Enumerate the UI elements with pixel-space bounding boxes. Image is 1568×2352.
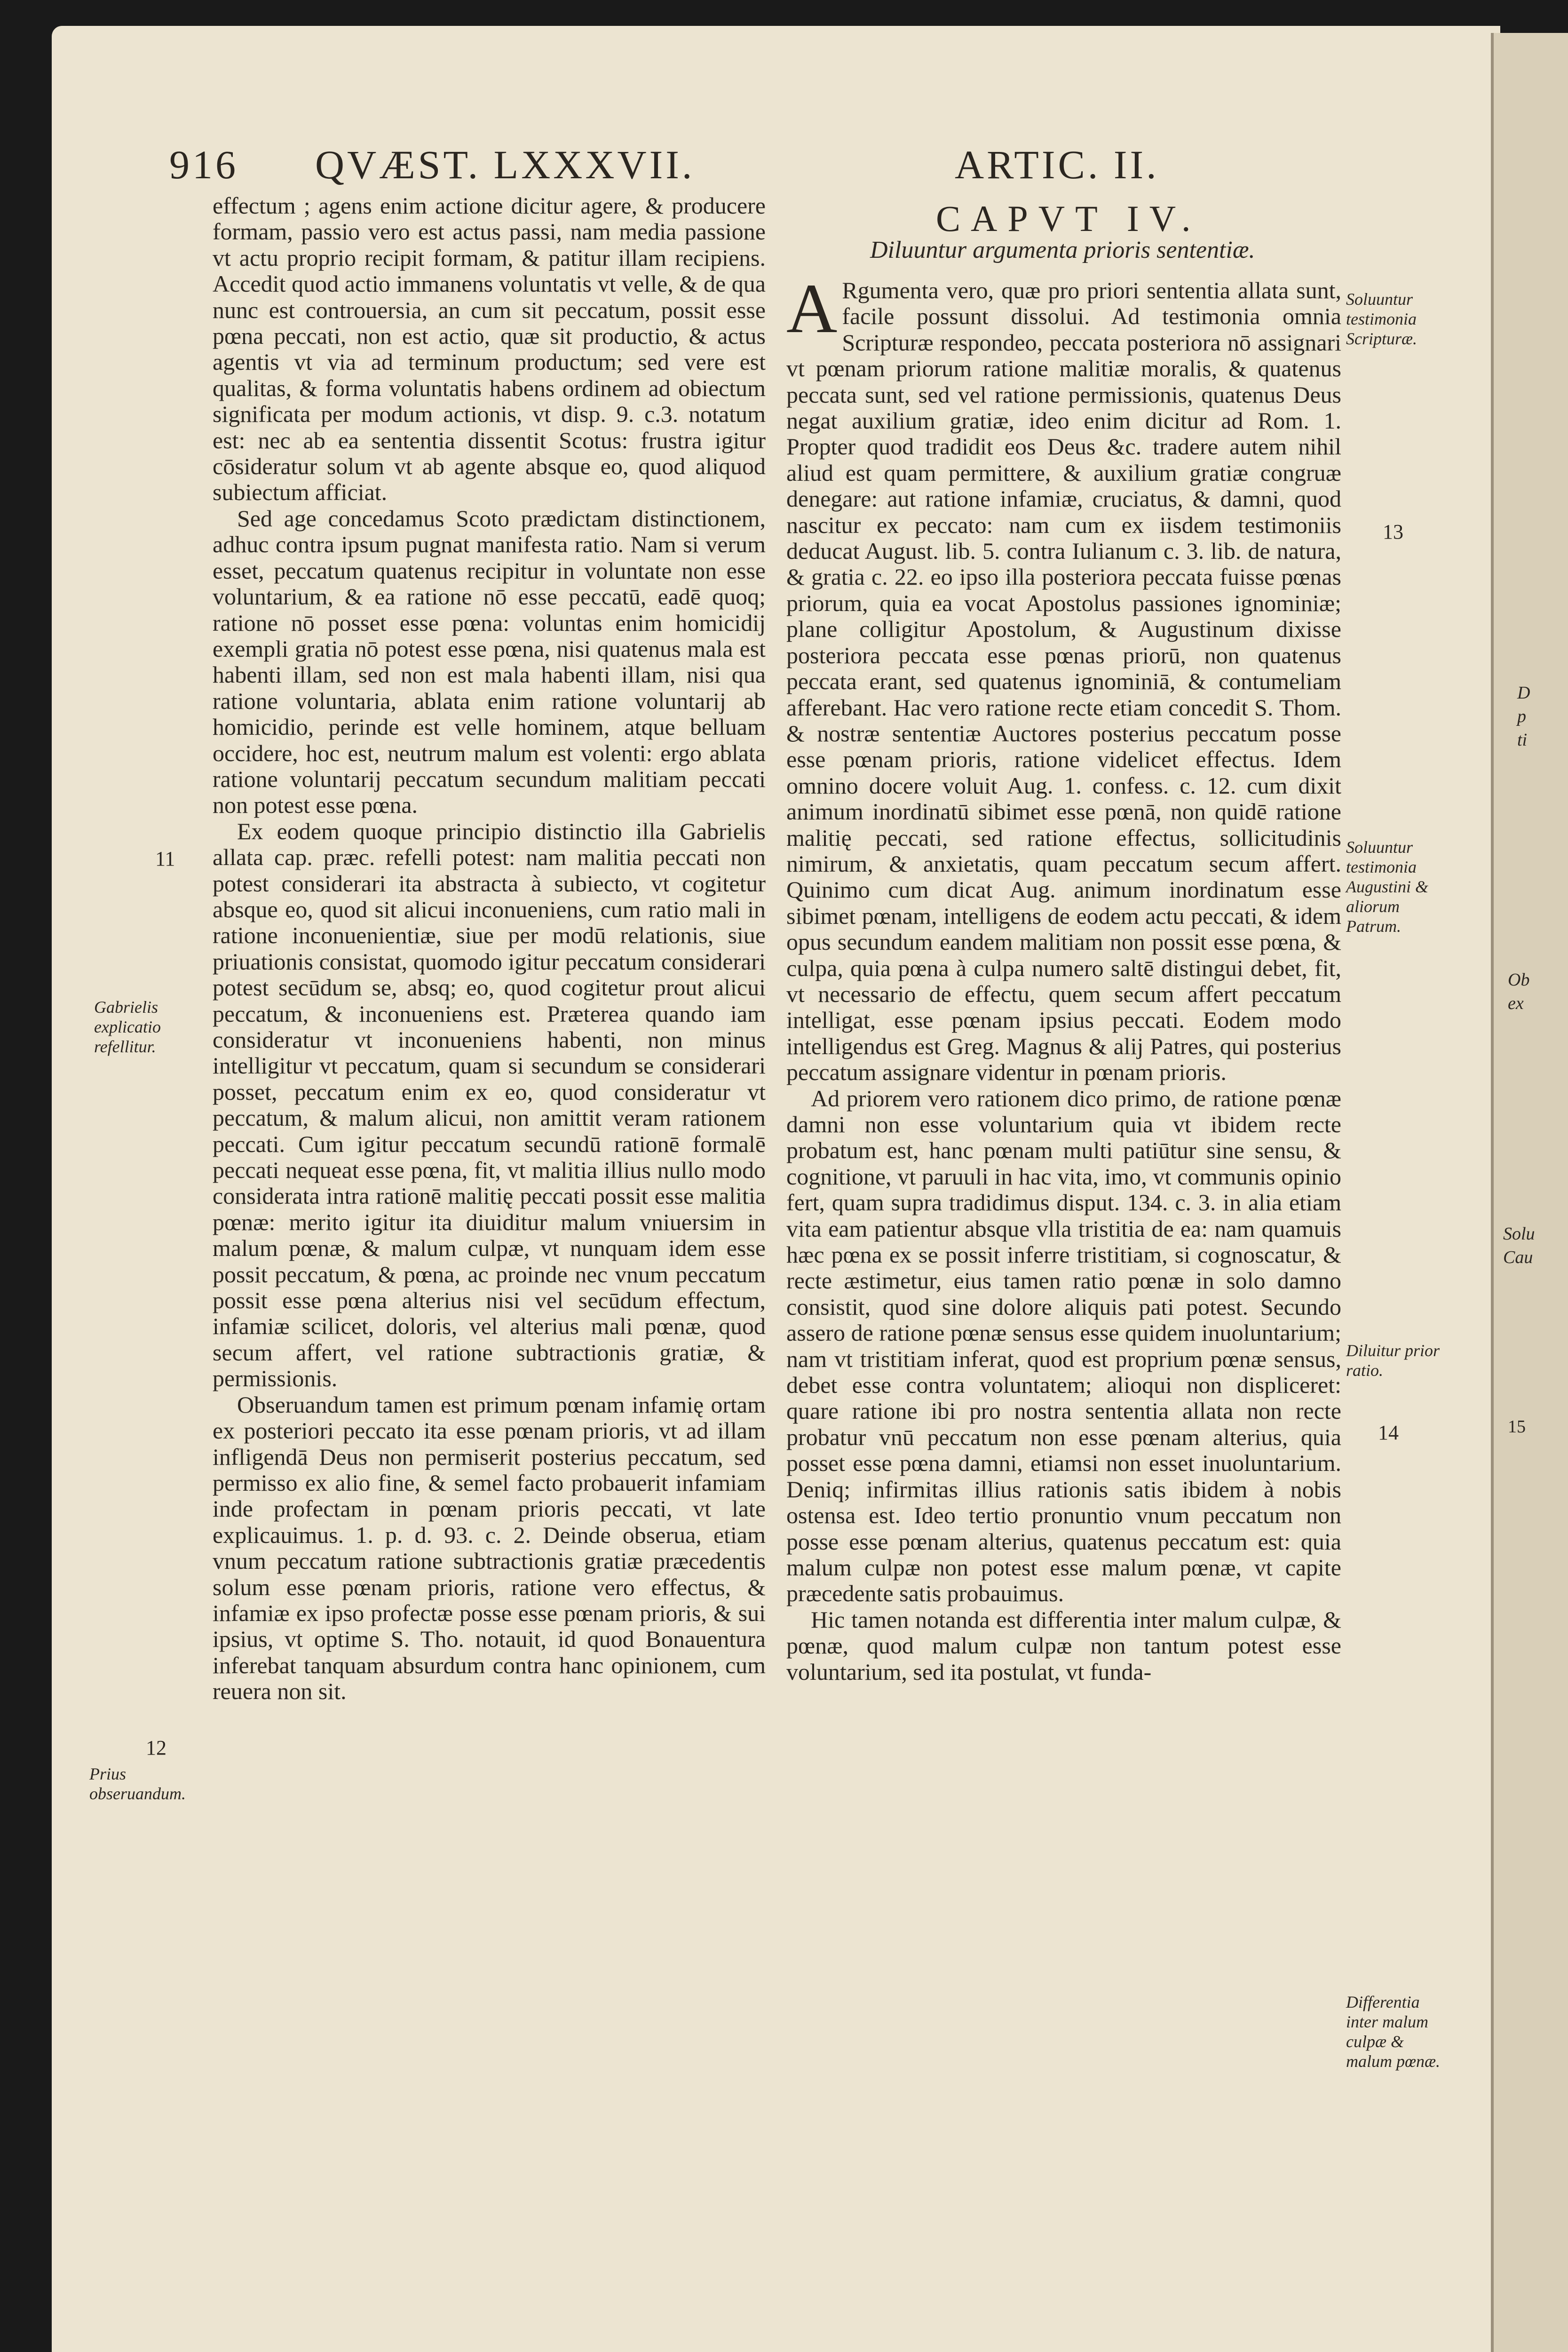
margin-note: Diluitur prior ratio. bbox=[1346, 1341, 1440, 1380]
paragraph: Obseruandum tamen est primum pœnam infamię ortam ex posteriori peccato ita esse pœnam prioris, vt ad illam infligendā Deus non permiserit posterius peccatum, sed permisso ex alio fine, & semel facto probauerit infamiam inde profectam in pœnam prioris peccati, vt late explicauimus. 1. p. d. 93. c. 2. Deinde obserua, etiam vnum peccatum ratione subtractionis gratiæ præcedentis solum esse pœnam prioris, ratione vero effectus, & infamiæ ex ipso profectæ posse esse pœnam prioris, & sui ipsius, vt optime S. Tho. notauit, id quod Bonauentura inferebat tanquam absurdum contra hanc opinionem, cum reuera non sit. bbox=[213, 1391, 766, 1705]
adjacent-fragment: ex bbox=[1508, 993, 1524, 1013]
margin-note: Soluuntur testimonia Scripturæ. bbox=[1346, 290, 1418, 348]
margin-number: 11 bbox=[155, 847, 175, 870]
paragraph: A Rgumenta vero, quæ pro priori sententia allata sunt, facile possunt dissolui. Ad testimonia omnia Scripturæ respondeo, peccata posteriora nō assignari vt pœnam priorum ratione malitiæ moralis, & quatenus peccata sunt, sed vel ratione permissionis, quatenus Deus negat auxilium gratiæ, ideo enim dicitur ad Rom. 1. Propter quod tradidit eos Deus &c. tradere autem nihil aliud est quam permittere, & auxilium gratiæ congruæ denegare: aut ratione infamiæ, cruciatus, & damni, quod nascitur ex peccato: nam cum ex iisdem testimoniis deducat August. lib. 5. contra Iulianum c. 3. lib. de natura, & gratia c. 22. eo ipso illa posteriora peccata fuisse pœnas priorum, quia ea vocat Apostolus passiones ignominiæ; plane colligitur Apostolum, & Augustinum dixisse posteriora peccata esse pœnas priorū, non quatenus peccata erant, sed quatenus ignominiā, & contumeliam afferebant. Hac vero ratione recte etiam concedit S. Thom. & nostræ sententiæ Auctores posterius peccatum posse esse pœnam prioris, ratione videlicet effectus. Idem omnino docere voluit Aug. 1. confess. c. 12. cum dixit animum inordinatū sibimet esse pœnā, non quidē ratione malitię peccati, sed ratione effectus, sollicitudinis nimirum, & anxietatis, quam peccatum secum affert. Quinimo cum dicat Aug. animum inordinatum esse sibimet pœnam, intelligens de eodem actu peccati, & idem opus secundum eandem malitiam non possit esse pœna, & culpa, quia pœna à culpa numero saltē distingui debet, fit, vt necessario de effectu, quem secum affert peccatum intelligat, esse pœnam ipsius peccati. Eodem modo intelligendus est Greg. Magnus & alij Patres, qui posterius peccatum assignare videntur in pœnam prioris. bbox=[786, 270, 1341, 1086]
left-column bbox=[213, 193, 766, 1705]
paragraph: Sed age concedamus Scoto prædictam distinctionem, adhuc contra ipsum pugnat manifesta ratio. Nam si verum esset, peccatum quatenus recipitur in voluntate non esse voluntarium, & ea ratione nō esse peccatū, eadē quoq; ratione nō posset esse pœna: voluntas enim homicidij exempli gratia nō potest esse pœna, nisi quatenus mala est habenti illam, sed non est mala habenti illam, nisi qua ratione voluntaria, ablata enim ratione voluntarij ab homicidio, perinde est velle hominem, atque belluam occidere, hoc est, neutrum malum est volenti: ergo ablata ratione voluntarij peccatum secundum malitiam peccati non potest esse pœna. bbox=[213, 505, 766, 818]
adjacent-fragment: p bbox=[1517, 707, 1526, 726]
adjacent-fragment: Solu bbox=[1503, 1224, 1535, 1244]
margin-note: Prius obseruandum. bbox=[89, 1764, 186, 1803]
adjacent-fragment: 15 bbox=[1508, 1417, 1526, 1437]
margin-number: 12 bbox=[146, 1736, 166, 1759]
margin-note: Soluuntur testimonia Augustini & aliorum Patrum. bbox=[1346, 838, 1429, 936]
margin-note: Gabrielis explicatio refellitur. bbox=[94, 998, 161, 1056]
page-number: 916 bbox=[169, 142, 238, 187]
article-heading: ARTIC. II. bbox=[955, 142, 1159, 187]
margin-number: 13 bbox=[1383, 520, 1403, 543]
margin-number: 14 bbox=[1378, 1421, 1399, 1444]
paragraph: effectum ; agens enim actione dicitur agere, & producere formam, passio vero est actus passi, nam media passione vt actu proprio recipit formam, & patitur illam recipiens. Accedit quod actio immanens voluntatis vt velle, & de qua nunc est controuersia, an cum sit peccatum, possit esse pœna peccati, non est actio, quæ sit productio, & actus agentis vt via ad terminum productum; sed vere est qualitas, & forma voluntatis habens ordinem ad obiectum significata per modum actionis, vt disp. 9. c.3. notatum est: nec ab ea sententia dissentit Scotus: frustra igitur cōsideratur solum vt ab agente absque eo, quod aliquod subiectum afficiat. bbox=[213, 192, 766, 506]
adjacent-fragment: ti bbox=[1517, 730, 1528, 750]
adjacent-fragment: Cau bbox=[1503, 1248, 1533, 1267]
drop-cap: A bbox=[786, 270, 838, 348]
chapter-subheading: Diluuntur argumenta prioris sententiæ. bbox=[870, 237, 1255, 263]
right-column bbox=[786, 270, 1341, 1685]
adjacent-fragment: Ob bbox=[1508, 970, 1530, 990]
paragraph: Ad priorem vero rationem dico primo, de ratione pœnæ damni non esse voluntarium quia vt ibidem recte probatum est, hanc pœnam multi patiūtur sine sensu, & cognitione, vt paruuli in hac vita, imo, vt communis opinio fert, quam supra tradidimus disput. 134. c. 3. in alia etiam vita eam patientur absque vlla tristitia de ea: nam quamuis hæc pœna ex se possit inferre tristitiam, si cognoscatur, & recte æstimetur, eius tamen ratio pœnæ in solo damno consistit, quod sine dolore aliquis pati potest. Secundo assero de ratione pœnæ sensus esse quidem inuoluntarium; nam vt tristitiam inferat, quod est proprium pœnæ sensus, debet esse contra voluntatem; alioqui non displiceret: quare ratione ibi pro nostra sententia allata non recte probatur vnū peccatum non esse pœnam alterius, quia posset esse pœna damni, etiamsi non esset inuoluntarium. Deniq; infirmitas illius rationis satis ibidem à nobis ostensa est. Ideo tertio pronuntio vnum peccatum non posse esse pœnam alterius, quatenus peccatum est: quia malum culpæ non potest esse malum pœnæ, vt capite præcedente satis probauimus. bbox=[786, 1085, 1341, 1607]
question-heading: QVÆST. LXXXVII. bbox=[315, 142, 695, 187]
margin-note: Differentia inter malum culpæ & malum pœnæ. bbox=[1346, 1993, 1441, 2071]
paragraph: Hic tamen notanda est differentia inter malum culpæ, & pœnæ, quod malum culpæ non tantum potest esse voluntarium, sed ita postulat, vt funda- bbox=[786, 1606, 1341, 1685]
adjacent-page-edge bbox=[1491, 33, 1568, 2352]
paragraph: Ex eodem quoque principio distinctio illa Gabrielis allata cap. præc. refelli potest: nam malitia peccati non potest considerari ita abstracta à subiecto, vt cogitetur absque eo, quod sit alicui inconueniens, cum ratio mali in ratione inconuenientiæ, siue per modū relationis, siue priuationis consistat, quomodo igitur peccatum considerari potest secūdum se, absq; eo, quod cogitetur prout alicui peccatum, & inconueniens est. Præterea quando iam consideratur vt inconueniens habenti, non minus intelligitur vt peccatum, quam si secundum se considerari posset, peccatum enim ex eo, quod consideratur vt peccatum, & malum alicui, non amittit veram rationem peccati. Cum igitur peccatum secundū rationē formalē peccati nequeat esse pœna, fit, vt malitia illius nullo modo considerata intra rationē malitię peccati possit esse malitia pœnæ: merito igitur ita diuiditur malum vniuersim in malum pœnæ, & malum culpæ, vt nunquam idem esse possit peccatum, & pœna, ac proinde nec vnum peccatum possit esse pœna alterius nisi vel secūdum effectum, infamiæ scilicet, doloris, vel alterius mali pœnæ, quod secum affert, vel ratione subtractionis gratiæ, & permissionis. bbox=[213, 818, 766, 1392]
chapter-heading: CAPVT IV. bbox=[936, 198, 1201, 239]
adjacent-fragment: D bbox=[1517, 683, 1530, 703]
